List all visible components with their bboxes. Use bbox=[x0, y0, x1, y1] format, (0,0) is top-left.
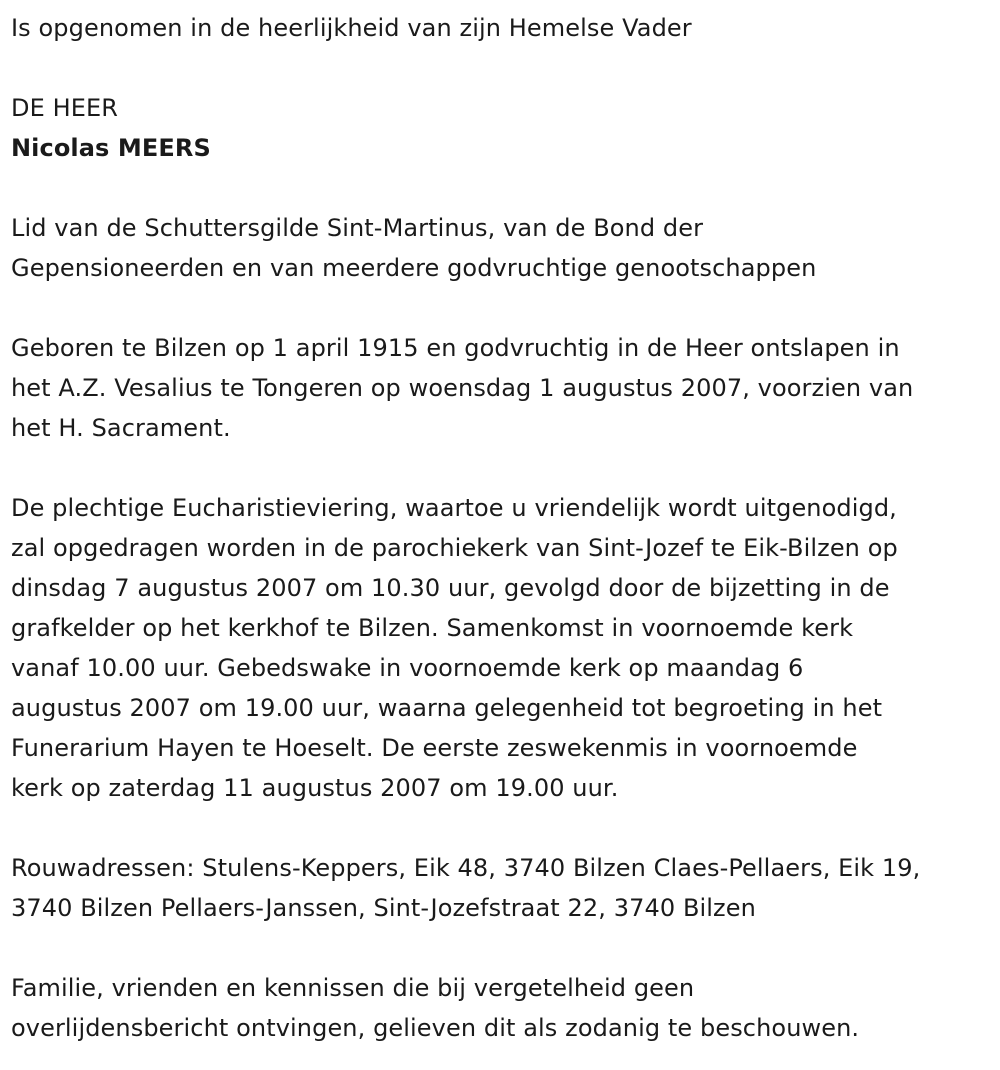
spacer bbox=[11, 48, 990, 88]
title-prefix: DE HEER bbox=[11, 94, 119, 122]
birth-death-line: het H. Sacrament. bbox=[11, 414, 231, 442]
service-line: grafkelder op het kerkhof te Bilzen. Samenkomst in voornoemde kerk bbox=[11, 614, 854, 642]
service-line: kerk op zaterdag 11 augustus 2007 om 19.00 uur. bbox=[11, 774, 619, 802]
spacer bbox=[11, 928, 990, 968]
service-line: dinsdag 7 augustus 2007 om 10.30 uur, gevolgd door de bijzetting in de bbox=[11, 574, 890, 602]
closing-line: overlijdensbericht ontvingen, gelieven dit als zodanig te beschouwen. bbox=[11, 1014, 860, 1042]
mourning-addresses-paragraph bbox=[11, 848, 990, 928]
spacer bbox=[11, 288, 990, 328]
deceased-name: Nicolas MEERS bbox=[11, 134, 211, 162]
closing-paragraph bbox=[11, 968, 990, 1048]
birth-death-line: Geboren te Bilzen op 1 april 1915 en godvruchtig in de Heer ontslapen in bbox=[11, 334, 900, 362]
membership-line: Gepensioneerden en van meerdere godvruchtige genootschappen bbox=[11, 254, 817, 282]
service-line: vanaf 10.00 uur. Gebedswake in voornoemde kerk op maandag 6 bbox=[11, 654, 804, 682]
service-line: De plechtige Eucharistieviering, waartoe u vriendelijk wordt uitgenodigd, bbox=[11, 494, 897, 522]
address-line: 3740 Bilzen Pellaers-Janssen, Sint-Jozefstraat 22, 3740 Bilzen bbox=[11, 894, 756, 922]
spacer bbox=[11, 448, 990, 488]
intro-text: Is opgenomen in de heerlijkheid van zijn Hemelse Vader bbox=[11, 14, 692, 42]
service-line: zal opgedragen worden in de parochiekerk van Sint-Jozef te Eik-Bilzen op bbox=[11, 534, 898, 562]
service-line: augustus 2007 om 19.00 uur, waarna gelegenheid tot begroeting in het bbox=[11, 694, 883, 722]
membership-line: Lid van de Schuttersgilde Sint-Martinus, van de Bond der bbox=[11, 214, 704, 242]
birth-death-paragraph bbox=[11, 328, 990, 448]
funeral-service-paragraph bbox=[11, 488, 990, 808]
membership-paragraph bbox=[11, 208, 990, 288]
service-line: Funerarium Hayen te Hoeselt. De eerste zeswekenmis in voornoemde bbox=[11, 734, 858, 762]
spacer bbox=[11, 808, 990, 848]
address-line: Rouwadressen: Stulens-Keppers, Eik 48, 3740 Bilzen Claes-Pellaers, Eik 19, bbox=[11, 854, 921, 882]
spacer bbox=[11, 168, 990, 208]
closing-line: Familie, vrienden en kennissen die bij vergetelheid geen bbox=[11, 974, 695, 1002]
birth-death-line: het A.Z. Vesalius te Tongeren op woensdag 1 augustus 2007, voorzien van bbox=[11, 374, 914, 402]
